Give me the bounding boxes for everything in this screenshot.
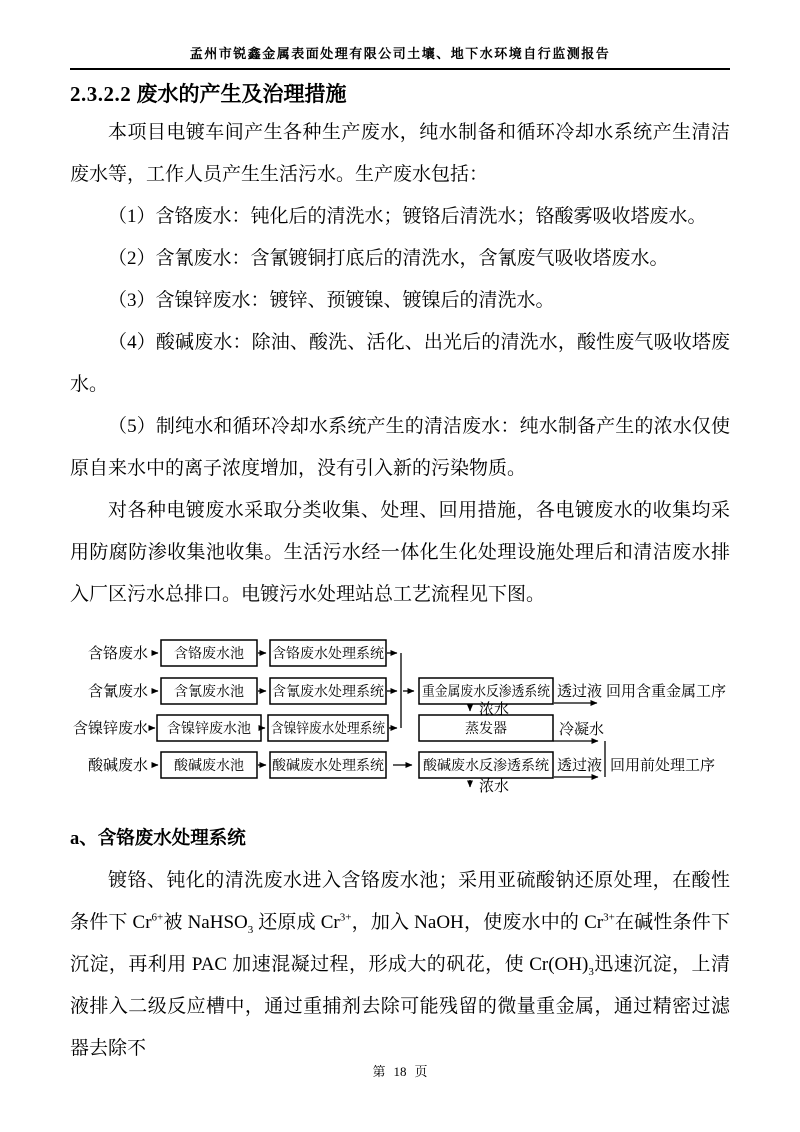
paragraph-intro: 本项目电镀车间产生各种生产废水，纯水制备和循环冷却水系统产生清洁废水等，工作人员产生生活污水。生产废水包括： (70, 122, 730, 185)
source-label-nickel-zinc: 含镍锌废水 (72, 721, 148, 737)
chem-superscript: 3+ (603, 911, 615, 924)
label-chromium-system: 含铬废水处理系统 (272, 647, 384, 662)
list-item-2: （2）含氰废水：含氰镀铜打底后的清洗水，含氰废气吸收塔废水。 (108, 248, 669, 269)
subsection-heading: a、含铬废水处理系统 (70, 829, 246, 849)
label-heavy-metal-ro: 重金属废水反渗透系统 (422, 685, 562, 700)
source-label-acid-alkali: 酸碱废水 (87, 758, 148, 774)
footer-prefix: 第 (372, 1064, 386, 1079)
chem-subscript: 3 (247, 923, 254, 936)
section-heading (70, 80, 730, 108)
document-header (70, 46, 730, 70)
list-item-4: （4）酸碱废水：除油、酸洗、活化、出光后的清洗水，酸性废气吸收塔废水。 (70, 332, 730, 395)
label-chromium-pool: 含铬废水池 (174, 647, 244, 662)
list-item-3: （3）含镍锌废水：镀锌、预镀镍、镀镍后的清洗水。 (108, 290, 555, 311)
label-condensate: 冷凝水 (559, 722, 605, 738)
flow-equipment-boxes (419, 678, 562, 778)
paragraph-collect: 对各种电镀废水采取分类收集、处理、回用措施，各电镀废水的收集均采用防腐防渗收集池收集。生活污水经一体化生化处理设施处理后和清洁废水排入厂区污水总排口。电镀污水处理站总工艺流程见下图。 (70, 500, 730, 605)
label-concentrate-acid: 浓水 (479, 779, 510, 795)
source-label-cyanide: 含氰废水 (87, 684, 148, 700)
source-label-chromium: 含铬废水 (87, 646, 148, 662)
section-title-text: 废水的产生及治理措施 (136, 82, 347, 106)
section-number: 2.3.2.2 (70, 82, 132, 106)
label-permeate-acid: 透过液 (557, 758, 603, 774)
label-nickel-zinc-pool: 含镍锌废水池 (167, 722, 251, 737)
header-title: 孟州市锐鑫金属表面处理有限公司土壤、地下水环境自行监测报告 (189, 46, 611, 61)
label-cyanide-pool: 含氰废水池 (174, 685, 244, 700)
list-item-5: （5）制纯水和循环冷却水系统产生的清洁废水：纯水制备产生的浓水仅使原自来水中的离子浓度增加，没有引入新的污染物质。 (70, 416, 730, 479)
footer-suffix: 页 (414, 1064, 428, 1079)
label-reuse-heavy: 回用含重金属工序 (606, 684, 727, 700)
chem-text: 还原成 Cr (253, 912, 340, 933)
page-footer (0, 1061, 800, 1080)
flow-pool-boxes (157, 640, 261, 778)
flow-source-labels (73, 645, 148, 774)
chem-text: ，加入 NaOH，使废水中的 Cr (351, 912, 604, 933)
label-acid-alkali-system: 酸碱废水处理系统 (272, 759, 384, 774)
body-text (70, 112, 730, 616)
chem-text: 迅速沉淀，上清液排入二级反应槽中，通过重捕剂去除可能残留的微量重金属，通过精密过滤器去除不 (70, 954, 730, 1059)
process-flow-diagram (60, 630, 730, 808)
label-reuse-pre: 回用前处理工序 (610, 758, 716, 774)
chem-text: 在碱性条件下沉淀，再利用 PAC 加速混凝过程，形成大的矾花，使 Cr(OH) (70, 912, 730, 975)
label-cyanide-system: 含氰废水处理系统 (272, 685, 384, 700)
chem-superscript: 3+ (339, 911, 352, 924)
label-acid-alkali-ro: 酸碱废水反渗透系统 (423, 759, 549, 774)
chromium-paragraph-wrap (70, 860, 730, 1070)
chem-text: 镀铬、钝化的清洗废水进入含铬废水池；采用亚硫酸钠还原处理，在酸性条件下 Cr (70, 870, 730, 933)
paragraph-chromium (70, 860, 730, 1070)
label-nickel-zinc-system: 含镍锌废水处理系统 (271, 722, 397, 737)
page-number: 18 (393, 1064, 407, 1079)
list-item-1: （1）含铬废水：钝化后的清洗水；镀铬后清洗水；铬酸雾吸收塔废水。 (108, 206, 707, 227)
flow-system-boxes (268, 640, 397, 778)
flow-diagram-svg (60, 630, 740, 808)
label-concentrate-heavy: 浓水 (479, 702, 510, 718)
label-permeate-heavy: 透过液 (557, 684, 603, 700)
chem-text: 被 NaHSO (163, 912, 248, 933)
chem-subscript: 3 (588, 965, 594, 978)
label-acid-alkali-pool: 酸碱废水池 (174, 759, 244, 774)
label-evaporator: 蒸发器 (465, 722, 507, 737)
chem-superscript: 6+ (151, 911, 164, 924)
